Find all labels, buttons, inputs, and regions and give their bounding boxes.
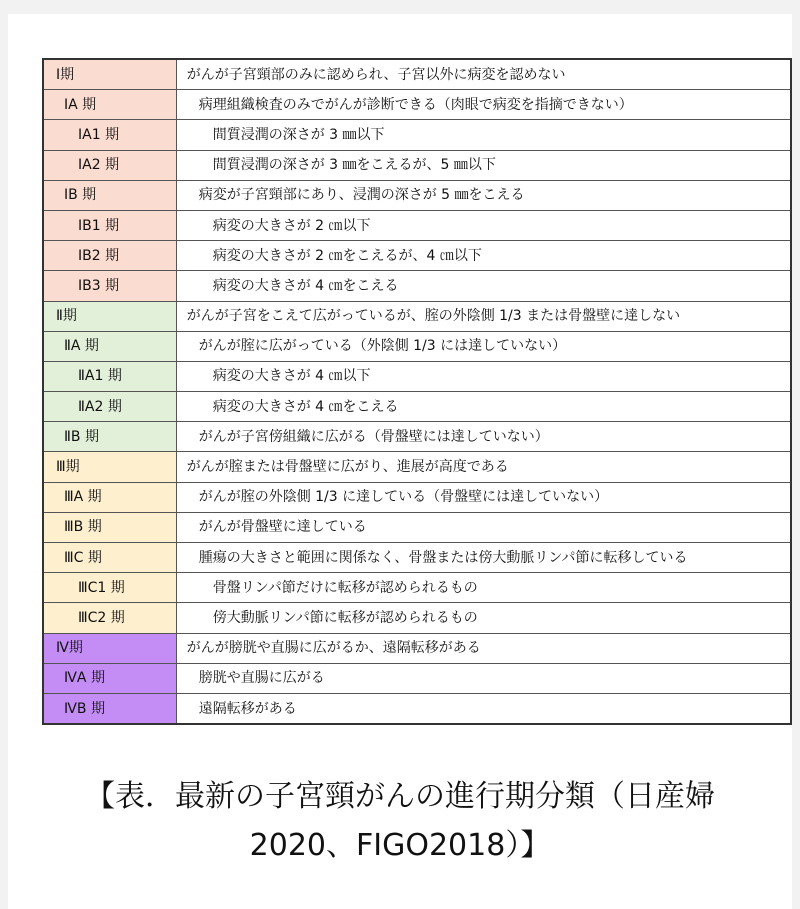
caption-line-2: 2020、FIGO2018）】: [249, 828, 551, 863]
stage-description: 病理組織検査のみでがんが診断できる（肉眼で病変を指摘できない）: [176, 90, 791, 120]
stage-label: ⅢA 期: [43, 482, 176, 512]
stage-description: 病変の大きさが 4 ㎝以下: [176, 361, 791, 391]
stage-row: [43, 361, 791, 391]
stage-row: [43, 633, 791, 663]
stage-label: ⅢC2 期: [43, 603, 176, 633]
stage-label: ⅡB 期: [43, 422, 176, 452]
stage-description: 間質浸潤の深さが 3 ㎜をこえるが、5 ㎜以下: [176, 150, 791, 180]
stage-label: ⅣB 期: [43, 693, 176, 724]
stage-description: 傍大動脈リンパ節に転移が認められるもの: [176, 603, 791, 633]
stage-description: 病変の大きさが 2 ㎝をこえるが、4 ㎝以下: [176, 241, 791, 271]
stage-description: 骨盤リンパ節だけに転移が認められるもの: [176, 573, 791, 603]
stage-description: 病変の大きさが 4 ㎝をこえる: [176, 392, 791, 422]
table-caption: [8, 772, 792, 870]
stage-label: ⅢC 期: [43, 543, 176, 573]
stage-label: Ⅱ期: [43, 301, 176, 331]
stage-row: [43, 150, 791, 180]
stage-label: ⅣA 期: [43, 663, 176, 693]
stage-row: [43, 59, 791, 90]
stage-label: ⅡA2 期: [43, 392, 176, 422]
stage-row: [43, 120, 791, 150]
stage-row: [43, 482, 791, 512]
stage-row: [43, 301, 791, 331]
stage-description: 病変の大きさが 2 ㎝以下: [176, 210, 791, 240]
stage-row: [43, 90, 791, 120]
stage-label: ⅡA1 期: [43, 361, 176, 391]
stage-row: [43, 603, 791, 633]
stage-row: [43, 180, 791, 210]
stage-row: [43, 241, 791, 271]
stage-row: [43, 392, 791, 422]
stage-description: 腫瘍の大きさと範囲に関係なく、骨盤または傍大動脈リンパ節に転移している: [176, 543, 791, 573]
stage-label: Ⅰ期: [43, 59, 176, 90]
stage-row: [43, 422, 791, 452]
caption-line-1: 【表．最新の子宮頸がんの進行期分類（日産婦: [85, 779, 715, 814]
stage-row: [43, 573, 791, 603]
stage-row: [43, 452, 791, 482]
stage-description: 間質浸潤の深さが 3 ㎜以下: [176, 120, 791, 150]
stage-row: [43, 693, 791, 724]
stage-description: 遠隔転移がある: [176, 693, 791, 724]
stage-label: ⅠB 期: [43, 180, 176, 210]
stage-row: [43, 663, 791, 693]
stage-row: [43, 210, 791, 240]
stage-label: ⅠA2 期: [43, 150, 176, 180]
stage-description: がんが膀胱や直腸に広がるか、遠隔転移がある: [176, 633, 791, 663]
stage-description: がんが子宮をこえて広がっているが、腟の外陰側 1/3 または骨盤壁に達しない: [176, 301, 791, 331]
stage-description: 病変の大きさが 4 ㎝をこえる: [176, 271, 791, 301]
stage-description: がんが骨盤壁に達している: [176, 512, 791, 542]
stage-row: [43, 543, 791, 573]
stage-description: 膀胱や直腸に広がる: [176, 663, 791, 693]
stage-label: ⅠB2 期: [43, 241, 176, 271]
stage-label: ⅠA 期: [43, 90, 176, 120]
stage-description: 病変が子宮頸部にあり、浸潤の深さが 5 ㎜をこえる: [176, 180, 791, 210]
stage-description: がんが腟の外陰側 1/3 に達している（骨盤壁には達していない）: [176, 482, 791, 512]
staging-table-body: [43, 59, 791, 724]
content-card: [8, 14, 792, 909]
stage-description: がんが腟または骨盤壁に広がり、進展が高度である: [176, 452, 791, 482]
stage-label: ⅢC1 期: [43, 573, 176, 603]
stage-description: がんが子宮頸部のみに認められ、子宮以外に病変を認めない: [176, 59, 791, 90]
cervical-cancer-staging-table: [42, 58, 792, 725]
stage-label: ⅠA1 期: [43, 120, 176, 150]
stage-row: [43, 331, 791, 361]
stage-label: ⅠB3 期: [43, 271, 176, 301]
stage-description: がんが腟に広がっている（外陰側 1/3 には達していない）: [176, 331, 791, 361]
stage-label: ⅠB1 期: [43, 210, 176, 240]
stage-description: がんが子宮傍組織に広がる（骨盤壁には達していない）: [176, 422, 791, 452]
stage-row: [43, 271, 791, 301]
stage-label: ⅡA 期: [43, 331, 176, 361]
stage-label: Ⅳ期: [43, 633, 176, 663]
stage-label: Ⅲ期: [43, 452, 176, 482]
stage-row: [43, 512, 791, 542]
stage-label: ⅢB 期: [43, 512, 176, 542]
